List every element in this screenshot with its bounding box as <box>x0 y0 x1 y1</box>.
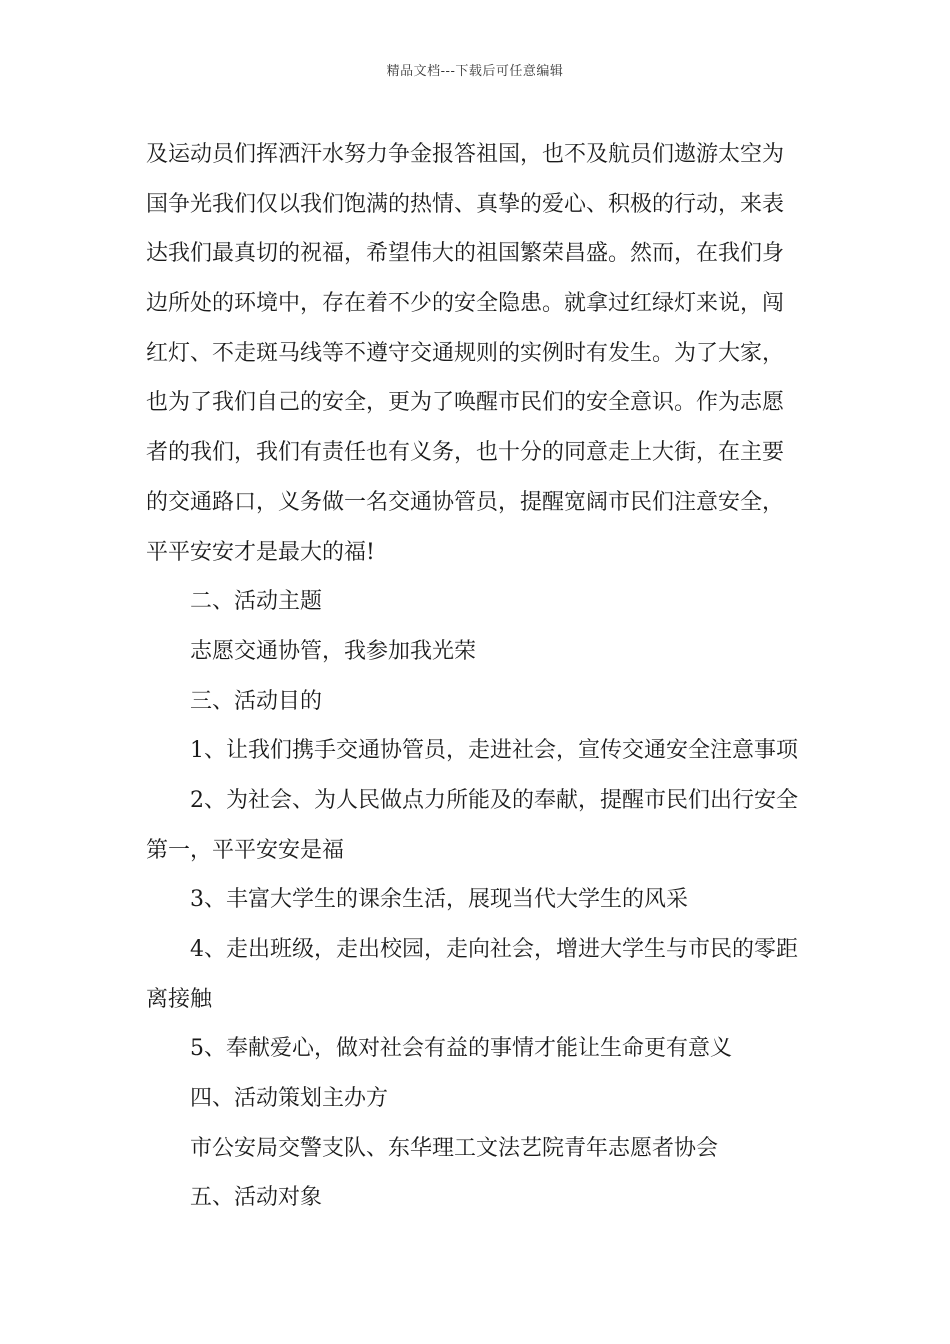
document-body <box>146 130 810 1223</box>
list-item: 3、丰富大学生的课余生活，展现当代大学生的风采 <box>190 887 688 913</box>
paragraph-line: 志愿交通协管，我参加我光荣 <box>190 638 477 664</box>
list-item-continuation: 第一，平平安安是福 <box>146 837 345 863</box>
paragraph-line: 市公安局交警支队、东华理工文法艺院青年志愿者协会 <box>190 1135 719 1161</box>
paragraph-line: 达我们最真切的祝福，希望伟大的祖国繁荣昌盛。然而，在我们身 <box>146 241 785 267</box>
section-heading: 二、活动主题 <box>190 589 323 615</box>
paragraph-line: 也为了我们自己的安全，更为了唤醒市民们的安全意识。作为志愿 <box>146 390 785 416</box>
list-item: 2、为社会、为人民做点力所能及的奉献，提醒市民们出行安全 <box>190 787 798 813</box>
paragraph-line: 红灯、不走斑马线等不遵守交通规则的实例时有发生。为了大家， <box>146 340 785 366</box>
paragraph-line: 国争光我们仅以我们饱满的热情、真挚的爱心、积极的行动，来表 <box>146 191 785 217</box>
section-heading: 五、活动对象 <box>190 1185 323 1211</box>
list-item: 4、走出班级，走出校园，走向社会，增进大学生与市民的零距 <box>190 937 798 962</box>
page-header: 精品文档---下载后可任意编辑 <box>386 64 564 79</box>
paragraph-line: 的交通路口，义务做一名交通协管员，提醒宽阔市民们注意安全， <box>146 489 785 515</box>
list-item-continuation: 离接触 <box>146 986 213 1012</box>
section-heading: 三、活动目的 <box>190 688 323 714</box>
paragraph-line: 边所处的环境中，存在着不少的安全隐患。就拿过红绿灯来说，闯 <box>146 291 785 317</box>
list-item: 1、让我们携手交通协管员，走进社会，宣传交通安全注意事项 <box>190 738 798 764</box>
paragraph-line: 平平安安才是最大的福! <box>146 539 375 565</box>
list-item: 5、奉献爱心，做对社会有益的事情才能让生命更有意义 <box>190 1036 732 1062</box>
section-heading: 四、活动策划主办方 <box>190 1086 389 1112</box>
paragraph-line: 及运动员们挥洒汗水努力争金报答祖国，也不及航员们遨游太空为 <box>146 142 785 167</box>
paragraph-line: 者的我们，我们有责任也有义务，也十分的同意走上大街，在主要 <box>146 440 785 466</box>
